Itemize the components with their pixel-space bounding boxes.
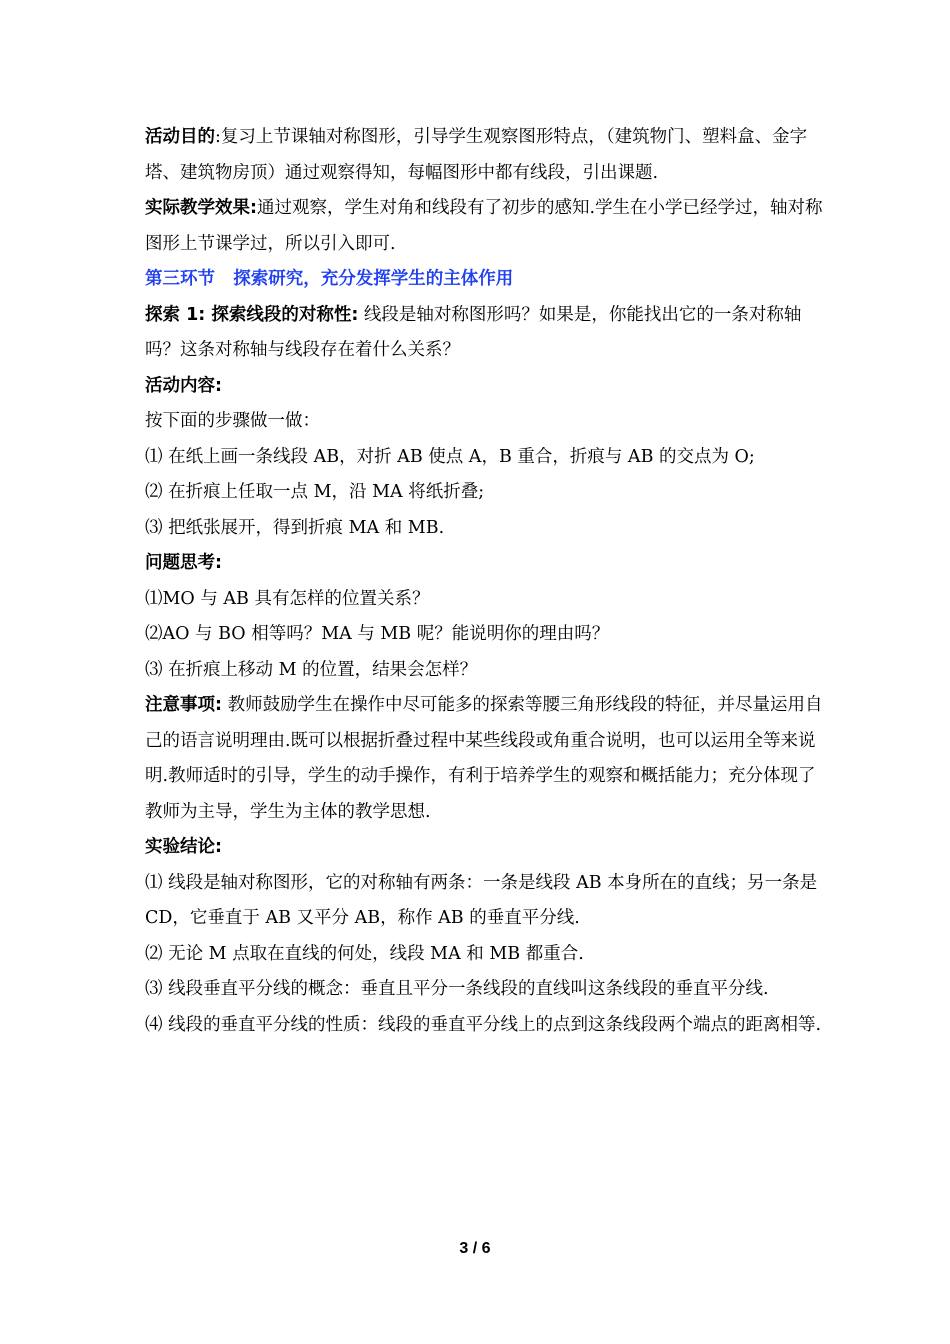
conclusion-item: ⑴ 线段是轴对称图形，它的对称轴有两条：一条是线段 AB 本身所在的直线；另一条是 CD，它垂直于 AB 又平分 AB，称作 AB 的垂直平分线. — [145, 872, 818, 928]
notes-paragraph — [145, 688, 825, 830]
section-heading: 第三环节 探索研究，充分发挥学生的主体作用 — [145, 269, 514, 289]
teaching-effect-label: 实际教学效果: — [145, 198, 257, 218]
activity-content-heading: 活动内容: — [145, 375, 222, 396]
explore-1-paragraph — [145, 298, 825, 369]
conclusion-item: ⑵ 无论 M 点取在直线的何处，线段 MA 和 MB 都重合. — [145, 943, 584, 964]
teaching-effect-text: 通过观察，学生对角和线段有了初步的感知.学生在小学已经学过，轴对称图形上节课学过，所以引入即可. — [145, 198, 823, 254]
questions-heading: 问题思考: — [145, 553, 222, 573]
activity-purpose-label: 活动目的 — [145, 127, 215, 147]
conclusions-heading: 实验结论: — [145, 837, 222, 857]
explore-1-text: 线段是轴对称图形吗？如果是，你能找出它的一条对称轴吗？这条对称轴与线段存在着什么关系？ — [145, 304, 802, 360]
step-item: ⑴ 在纸上画一条线段 AB，对折 AB 使点 A，B 重合，折痕与 AB 的交点为 O; — [145, 446, 755, 467]
document-body — [145, 120, 825, 1043]
activity-purpose-text: :复习上节课轴对称图形，引导学生观察图形特点，（建筑物门、塑料盒、金字塔、建筑物房顶）通过观察得知，每幅图形中都有线段，引出课题. — [145, 127, 808, 183]
teaching-effect-paragraph — [145, 191, 825, 262]
activity-purpose-paragraph — [145, 120, 825, 191]
step-item: ⑵ 在折痕上任取一点 M，沿 MA 将纸折叠; — [145, 482, 485, 502]
notes-text: 教师鼓励学生在操作中尽可能多的探索等腰三角形线段的特征，并尽量运用自己的语言说明理由.既可以根据折叠过程中某些线段或角重合说明，也可以运用全等来说明.教师适时的引导，学生的动手操作，有利于培养学生的观察和概括能力；充分体现了教师为主导，学生为主体的教学思想. — [145, 695, 823, 822]
conclusion-item: ⑷ 线段的垂直平分线的性质：线段的垂直平分线上的点到这条线段两个端点的距离相等. — [145, 1014, 822, 1035]
steps-intro: 按下面的步骤做一做： — [145, 411, 320, 431]
question-item: ⑶ 在折痕上移动 M 的位置，结果会怎样？ — [145, 659, 478, 680]
question-item: ⑵AO 与 BO 相等吗？MA 与 MB 呢？能说明你的理由吗？ — [145, 624, 610, 644]
notes-label: 注意事项: — [145, 695, 222, 715]
page-number: 3 / 6 — [459, 1240, 491, 1257]
conclusion-item: ⑶ 线段垂直平分线的概念：垂直且平分一条线段的直线叫这条线段的垂直平分线. — [145, 979, 769, 999]
step-item: ⑶ 把纸张展开，得到折痕 MA 和 MB. — [145, 517, 445, 538]
question-item: ⑴MO 与 AB 具有怎样的位置关系？ — [145, 588, 430, 609]
explore-1-label: 探索 1: 探索线段的对称性: — [145, 304, 359, 325]
